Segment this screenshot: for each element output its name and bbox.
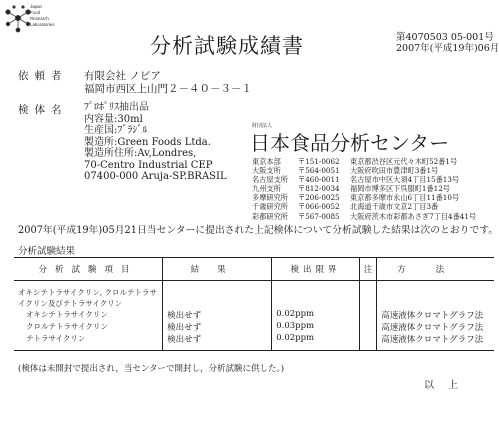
branch-zip: 〒564-0051 xyxy=(298,166,340,176)
header-item: 分析試験項目 xyxy=(14,258,163,281)
sample-details xyxy=(84,102,227,183)
row-limit: 0.02ppm xyxy=(272,309,360,321)
header-limit: 検出限界 xyxy=(272,258,360,281)
row-method: 高速液体クロマトグラフ法 xyxy=(377,321,494,333)
logo-line: Japan xyxy=(30,4,42,9)
logo-line: Laboratories xyxy=(30,22,55,27)
row-result: 検出せず xyxy=(163,309,272,321)
branch-address: 東京都多摩市永山6丁目11番10号 xyxy=(350,193,460,203)
branch-row xyxy=(252,157,476,166)
branch-row xyxy=(252,212,476,221)
branch-zip: 〒206-0025 xyxy=(298,193,340,203)
document-title: 分析試験成績書 xyxy=(150,34,304,58)
branch-address: 福岡市博多区下呉服町1番12号 xyxy=(350,184,450,194)
molecule-logo-icon xyxy=(4,4,32,34)
row-result: 検出せず xyxy=(163,333,272,351)
logo-text xyxy=(30,4,54,28)
header-result: 結果 xyxy=(163,258,272,281)
branch-address: 北海道千歳市文京2丁目3番 xyxy=(350,202,439,212)
sample-line: 製造所住所:Av,Londres, xyxy=(84,148,197,159)
row-method: 高速液体クロマトグラフ法 xyxy=(377,309,494,321)
branch-name: 東京本部 xyxy=(252,157,281,166)
footnote: (検体は未開封で提出され，当センターで開封し，分析試験に供した。) xyxy=(18,364,285,374)
header-method: 方法 xyxy=(377,258,494,281)
row-method: 高速液体クロマトグラフ法 xyxy=(377,333,494,351)
branch-address: 東京都渋谷区元代々木町52番1号 xyxy=(350,157,458,166)
table-row xyxy=(14,321,494,333)
logo-line: Research xyxy=(30,16,49,21)
document-number xyxy=(396,32,499,54)
row-item: クロルテトラサイクリン xyxy=(26,322,108,331)
branch-zip: 〒812-0034 xyxy=(298,184,340,194)
branch-row xyxy=(252,193,476,202)
branch-address: 大阪府吹田市豊津町3番1号 xyxy=(350,166,439,176)
header-note: 注 xyxy=(359,258,377,281)
branch-name: 多摩研究所 xyxy=(252,193,288,203)
branch-zip: 〒151-0062 xyxy=(298,157,340,166)
branch-name: 大阪支所 xyxy=(252,166,281,176)
sample-label: 検体名 xyxy=(18,104,68,116)
branch-row xyxy=(252,175,476,184)
row-item: オキシテトラサイクリン xyxy=(26,310,108,319)
branch-name: 名古屋支所 xyxy=(252,175,288,185)
branch-list xyxy=(252,157,476,221)
branch-zip: 〒066-0052 xyxy=(298,202,340,212)
sample-line: 生産国:ﾌﾞﾗｼﾞﾙ xyxy=(84,125,148,136)
table-row xyxy=(14,333,494,351)
group-label: オキシテトラサイクリン, クロルテトラサイクリン及びテトラサイクリン xyxy=(18,288,158,308)
branch-address: 大阪府茨木市彩都あさぎ7丁目4番41号 xyxy=(350,211,477,221)
client-address: 福岡市西区上山門２－４０－３－１ xyxy=(84,83,252,95)
sample-line: 内容量:30ml xyxy=(84,113,143,125)
row-limit: 0.03ppm xyxy=(272,321,360,333)
section-title: 分析試験結果 xyxy=(18,246,76,257)
row-limit: 0.02ppm xyxy=(272,333,360,351)
sample-line: 70-Centro Industrial CEP xyxy=(84,159,213,171)
branch-name: 九州支所 xyxy=(252,184,281,194)
sample-name: ﾌﾟﾛﾎﾟﾘｽ抽出品 xyxy=(84,102,149,113)
table-row xyxy=(14,309,494,321)
table-header-row xyxy=(14,258,494,281)
branch-zip: 〒460-0011 xyxy=(298,175,340,185)
doc-number: 第4070503 05-001号 xyxy=(396,32,494,43)
lab-name: 日本食品分析センター xyxy=(250,133,450,155)
branch-row xyxy=(252,202,476,211)
client-name: 有限会社 ノビア xyxy=(84,70,161,82)
branch-address: 名古屋市中区大須4丁目15番13号 xyxy=(350,175,460,185)
results-table xyxy=(14,257,494,351)
lab-prefix: 財団法人 xyxy=(252,123,273,129)
doc-date: 2007年(平成19年)06月 xyxy=(396,43,499,54)
logo-line: Food xyxy=(30,10,41,15)
client-label: 依頼者 xyxy=(18,70,68,82)
sample-line: 07400-000 Aruja-SP.BRASIL xyxy=(84,171,227,182)
table-group-row xyxy=(14,281,494,310)
sample-line: 製造所:Green Foods Ltda. xyxy=(84,136,211,148)
branch-name: 彩都研究所 xyxy=(252,211,288,221)
result-statement: 2007年(平成19年)05月21日当センターに提出された上記検体について分析試験した結果は次のとおりです。 xyxy=(18,225,499,236)
branch-row xyxy=(252,166,476,175)
branch-zip: 〒567-0085 xyxy=(298,211,340,221)
row-item: テトラサイクリン xyxy=(26,334,86,343)
branch-row xyxy=(252,184,476,193)
closing-mark: 以上 xyxy=(424,380,472,391)
row-result: 検出せず xyxy=(163,321,272,333)
branch-name: 千歳研究所 xyxy=(252,202,288,212)
